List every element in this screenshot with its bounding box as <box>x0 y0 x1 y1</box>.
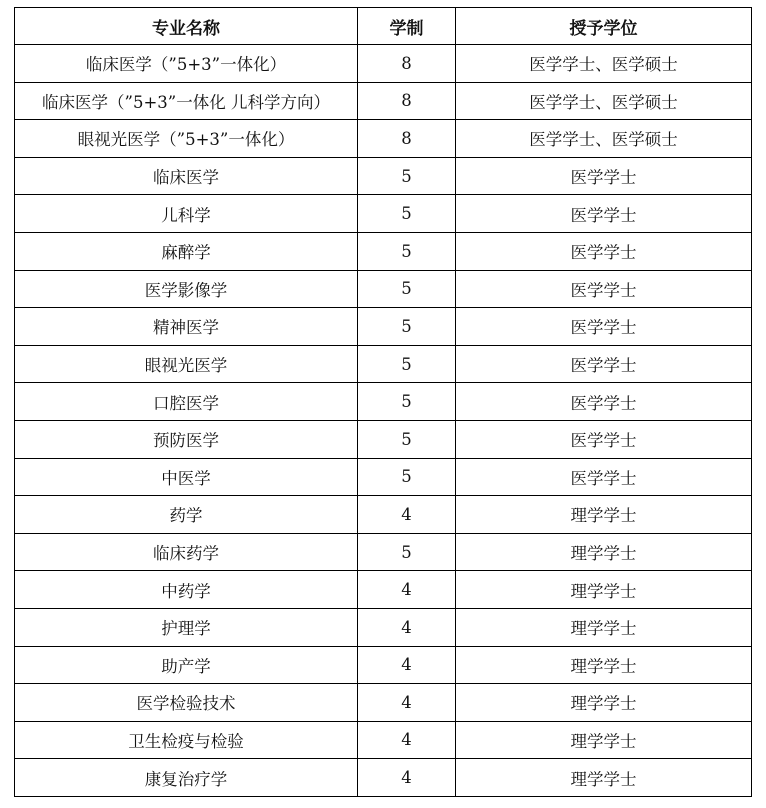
major-name-cell: 临床医学 <box>15 157 358 195</box>
major-name-cell: 麻醉学 <box>15 232 358 270</box>
duration-cell: 4 <box>358 759 456 797</box>
degree-cell: 医学学士 <box>456 308 752 346</box>
table-row <box>15 458 752 496</box>
degree-cell: 医学学士 <box>456 458 752 496</box>
duration-cell: 5 <box>358 232 456 270</box>
table-row <box>15 82 752 120</box>
table-row <box>15 646 752 684</box>
table-row <box>15 759 752 797</box>
duration-cell: 4 <box>358 684 456 722</box>
table-row <box>15 270 752 308</box>
degree-cell: 医学学士 <box>456 157 752 195</box>
majors-table <box>14 7 752 797</box>
duration-cell: 5 <box>358 533 456 571</box>
table-row <box>15 383 752 421</box>
header-duration: 学制 <box>358 8 456 45</box>
degree-cell: 理学学士 <box>456 684 752 722</box>
table-row <box>15 608 752 646</box>
duration-cell: 5 <box>358 157 456 195</box>
degree-cell: 理学学士 <box>456 721 752 759</box>
major-name-cell: 中药学 <box>15 571 358 609</box>
duration-cell: 4 <box>358 646 456 684</box>
major-name-cell: 眼视光医学（”5+3”一体化） <box>15 120 358 158</box>
duration-cell: 8 <box>358 45 456 83</box>
major-name-cell: 预防医学 <box>15 420 358 458</box>
duration-cell: 5 <box>358 345 456 383</box>
duration-cell: 5 <box>358 458 456 496</box>
duration-cell: 5 <box>358 195 456 233</box>
duration-cell: 5 <box>358 270 456 308</box>
duration-cell: 4 <box>358 721 456 759</box>
major-name-cell: 医学检验技术 <box>15 684 358 722</box>
major-name-cell: 临床医学（”5+3”一体化 儿科学方向） <box>15 82 358 120</box>
major-name-cell: 眼视光医学 <box>15 345 358 383</box>
degree-cell: 医学学士、医学硕士 <box>456 45 752 83</box>
table-row <box>15 120 752 158</box>
degree-cell: 理学学士 <box>456 533 752 571</box>
degree-cell: 医学学士 <box>456 345 752 383</box>
degree-cell: 医学学士 <box>456 232 752 270</box>
table-row <box>15 571 752 609</box>
duration-cell: 5 <box>358 308 456 346</box>
duration-cell: 4 <box>358 608 456 646</box>
duration-cell: 4 <box>358 496 456 534</box>
table-row <box>15 157 752 195</box>
degree-cell: 理学学士 <box>456 759 752 797</box>
duration-cell: 5 <box>358 420 456 458</box>
degree-cell: 医学学士 <box>456 383 752 421</box>
table-row <box>15 420 752 458</box>
header-degree: 授予学位 <box>456 8 752 45</box>
degree-cell: 医学学士 <box>456 420 752 458</box>
table-row <box>15 345 752 383</box>
major-name-cell: 临床药学 <box>15 533 358 571</box>
major-name-cell: 药学 <box>15 496 358 534</box>
table-row <box>15 684 752 722</box>
degree-cell: 医学学士、医学硕士 <box>456 82 752 120</box>
header-major-name: 专业名称 <box>15 8 358 45</box>
degree-cell: 理学学士 <box>456 608 752 646</box>
degree-cell: 医学学士、医学硕士 <box>456 120 752 158</box>
duration-cell: 4 <box>358 571 456 609</box>
major-name-cell: 中医学 <box>15 458 358 496</box>
table-row <box>15 195 752 233</box>
major-name-cell: 护理学 <box>15 608 358 646</box>
table-row <box>15 232 752 270</box>
major-name-cell: 康复治疗学 <box>15 759 358 797</box>
table-row <box>15 496 752 534</box>
table-row <box>15 45 752 83</box>
duration-cell: 5 <box>358 383 456 421</box>
degree-cell: 理学学士 <box>456 571 752 609</box>
table-row <box>15 533 752 571</box>
table-row <box>15 721 752 759</box>
major-name-cell: 口腔医学 <box>15 383 358 421</box>
table-row <box>15 308 752 346</box>
major-name-cell: 儿科学 <box>15 195 358 233</box>
major-name-cell: 临床医学（”5+3”一体化） <box>15 45 358 83</box>
degree-cell: 医学学士 <box>456 195 752 233</box>
major-name-cell: 精神医学 <box>15 308 358 346</box>
header-row <box>15 8 752 45</box>
degree-cell: 理学学士 <box>456 496 752 534</box>
degree-cell: 医学学士 <box>456 270 752 308</box>
major-name-cell: 卫生检疫与检验 <box>15 721 358 759</box>
duration-cell: 8 <box>358 120 456 158</box>
major-name-cell: 医学影像学 <box>15 270 358 308</box>
degree-cell: 理学学士 <box>456 646 752 684</box>
major-name-cell: 助产学 <box>15 646 358 684</box>
duration-cell: 8 <box>358 82 456 120</box>
